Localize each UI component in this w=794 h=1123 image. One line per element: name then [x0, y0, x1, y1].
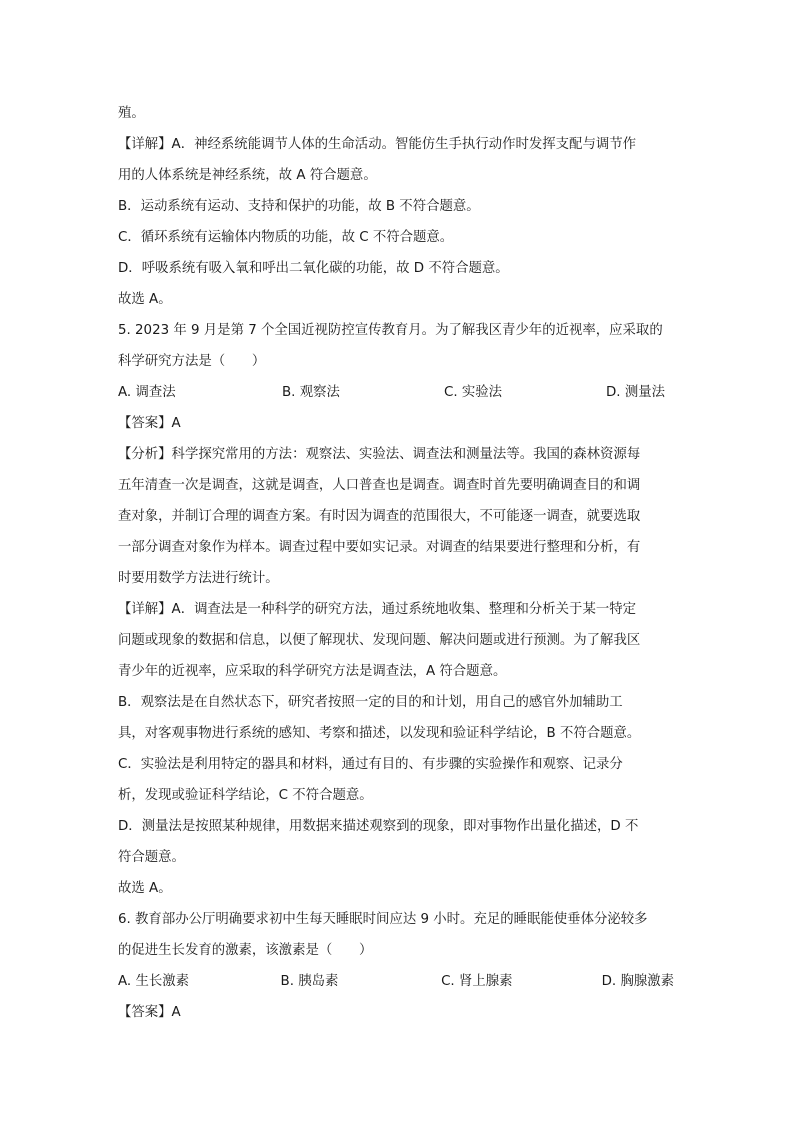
detail-line: 问题或现象的数据和信息，以便了解现状、发现问题、解决问题或进行预测。为了解我区 — [118, 633, 641, 648]
answer-options — [118, 377, 674, 408]
detail-line: 【详解】A．调查法是一种科学的研究方法，通过系统地收集、整理和分析关于某一特定 — [118, 602, 637, 617]
option-a: A. 生长激素 — [118, 974, 189, 989]
question-stem-line: 的促进生长发育的激素，该激素是（ ） — [118, 943, 373, 958]
option-b: B. 观察法 — [282, 385, 340, 400]
question-5 — [118, 315, 674, 904]
text-line: B．运动系统有运动、支持和保护的功能，故 B 不符合题意。 — [118, 199, 480, 214]
analysis-line: 一部分调查对象作为样本。调查过程中要如实记录。对调查的结果要进行整理和分析，有 — [118, 540, 641, 555]
answer-options — [118, 966, 674, 997]
detail-line: C．实验法是利用特定的器具和材料，通过有目的、有步骤的实验操作和观察、记录分 — [118, 757, 623, 772]
analysis-line: 时要用数学方法进行统计。 — [118, 571, 279, 586]
detail-line: 故选 A。 — [118, 881, 172, 896]
text-line: 【详解】A．神经系统能调节人体的生命活动。智能仿生手执行动作时发挥支配与调节作 — [118, 137, 637, 152]
text-line: 故选 A。 — [118, 292, 172, 307]
previous-question-explanation — [118, 98, 674, 315]
option-a: A. 调查法 — [118, 385, 176, 400]
option-c: C. 肾上腺素 — [441, 974, 513, 989]
option-d: D. 测量法 — [606, 385, 665, 400]
question-6 — [118, 904, 674, 1028]
document-page — [118, 98, 674, 1028]
detail-line: 符合题意。 — [118, 850, 185, 865]
analysis-line: 查对象，并制订合理的调查方案。有时因为调查的范围很大，不可能逐一调查，就要选取 — [118, 509, 641, 524]
text-line: D．呼吸系统有吸入氧和呼出二氧化碳的功能，故 D 不符合题意。 — [118, 261, 509, 276]
question-stem-line: 6. 教育部办公厅明确要求初中生每天睡眠时间应达 9 小时。充足的睡眠能使垂体分泌较多 — [118, 912, 648, 927]
detail-line: 具，对客观事物进行系统的感知、考察和描述，以发现和验证科学结论，B 不符合题意。 — [118, 726, 641, 741]
option-d: D. 胸腺激素 — [601, 974, 675, 989]
question-stem-line: 科学研究方法是（ ） — [118, 354, 266, 369]
question-stem-line: 5. 2023 年 9 月是第 7 个全国近视防控宣传教育月。为了解我区青少年的近视率，应采取的 — [118, 323, 663, 338]
detail-line: 析，发现或验证科学结论，C 不符合题意。 — [118, 788, 373, 803]
analysis-line: 【分析】科学探究常用的方法：观察法、实验法、调查法和测量法等。我国的森林资源每 — [118, 447, 641, 462]
analysis-line: 五年清查一次是调查，这就是调查，人口普查也是调查。调查时首先要明确调查目的和调 — [118, 478, 641, 493]
detail-line: 青少年的近视率，应采取的科学研究方法是调查法，A 符合题意。 — [118, 664, 507, 679]
detail-line: D．测量法是按照某种规律，用数据来描述观察到的现象，即对事物作出量化描述，D 不 — [118, 819, 639, 834]
text-line: 用的人体系统是神经系统，故 A 符合题意。 — [118, 168, 377, 183]
option-b: B. 胰岛素 — [280, 974, 339, 989]
answer-line: 【答案】A — [118, 416, 181, 431]
text-line: 殖。 — [118, 106, 145, 121]
answer-line: 【答案】A — [118, 1005, 181, 1020]
detail-line: B．观察法是在自然状态下，研究者按照一定的目的和计划，用自己的感官外加辅助工 — [118, 695, 623, 710]
option-c: C. 实验法 — [444, 385, 503, 400]
text-line: C．循环系统有运输体内物质的功能，故 C 不符合题意。 — [118, 230, 454, 245]
